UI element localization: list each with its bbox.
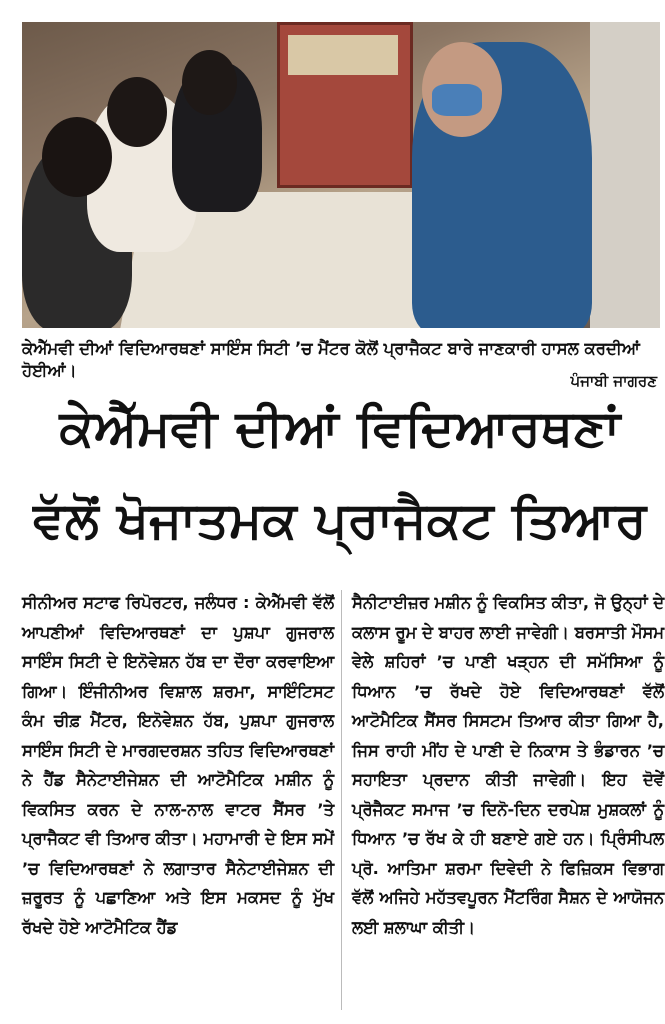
article-body-right: ਸੈਨੀਟਾਈਜ਼ਰ ਮਸ਼ੀਨ ਨੂੰ ਵਿਕਸਿਤ ਕੀਤਾ, ਜੋ ਉਨ੍ਹਾਂ ਦੇ ਕਲਾਸ ਰੂਮ ਦੇ ਬਾਹਰ ਲਾਈ ਜਾਵੇਗੀ। ਬਰਸਾਤੀ ਮੌਸਮ ਵੇਲੇ ਸ਼ਹਿਰਾਂ ’ਚ ਪਾਣੀ ਖੜ੍ਹਨ ਦੀ ਸਮੱਸਿਆ ਨੂੰ ਧਿਆਨ ’ਚ ਰੱਖਦੇ ਹੋਏ ਵਿਦਿਆਰਥਣਾਂ ਵੱਲੋਂ ਆਟੋਮੈਟਿਕ ਸੈਂਸਰ ਸਿਸਟਮ ਤਿਆਰ ਕੀਤਾ ਗਿਆ ਹੈ, ਜਿਸ ਰਾਹੀ ਮੀਂਹ ਦੇ ਪਾਣੀ ਦੇ ਨਿਕਾਸ ਤੇ ਭੰਡਾਰਨ ’ਚ ਸਹਾਇਤਾ ਪ੍ਰਦਾਨ ਕੀਤੀ ਜਾਵੇਗੀ। ਇਹ ਦੋਵੇਂ ਪ੍ਰੋਜੈਕਟ ਸਮਾਜ ’ਚ ਦਿਨੋ-ਦਿਨ ਦਰਪੇਸ਼ ਮੁਸ਼ਕਲਾਂ ਨੂੰ ਧਿਆਨ ’ਚ ਰੱਖ ਕੇ ਹੀ ਬਣਾਏ ਗਏ ਹਨ। ਪ੍ਰਿੰਸੀਪਲ ਪ੍ਰੋ. ਆਤਿਮਾ ਸ਼ਰਮਾ ਦਿਵੇਦੀ ਨੇ ਫਿਜ਼ਿਕਸ ਵਿਭਾਗ ਵੱਲੋਂ ਅਜਿਹੇ ਮਹੱਤਵਪੂਰਨ ਮੈਂਟਰਿੰਗ ਸੈਸ਼ਨ ਦੇ ਆਯੋਜਨ ਲਈ ਸ਼ਲਾਘਾ ਕੀਤੀ। — [352, 593, 664, 937]
article-body-left: ਕੇਐੱਮਵੀ ਵੱਲੋਂ ਆਪਣੀਆਂ ਵਿਦਿਆਰਥਣਾਂ ਦਾ ਪੁਸ਼ਪਾ ਗੁਜਰਾਲ ਸਾਇੰਸ ਸਿਟੀ ਦੇ ਇਨੋਵੇਸ਼ਨ ਹੱਬ ਦਾ ਦੌਰਾ ਕਰਵਾਇਆ ਗਿਆ। ਇੰਜੀਨੀਅਰ ਵਿਸ਼ਾਲ ਸ਼ਰਮਾ, ਸਾਇੰਟਿਸਟ ਕੰਮ ਚੀਫ਼ ਮੈਂਟਰ, ਇਨੋਵੇਸ਼ਨ ਹੱਬ, ਪੁਸ਼ਪਾ ਗੁਜਰਾਲ ਸਾਇੰਸ ਸਿਟੀ ਦੇ ਮਾਰਗਦਰਸ਼ਨ ਤਹਿਤ ਵਿਦਿਆਰਥਣਾਂ ਨੇ ਹੈਂਡ ਸੈਨੇਟਾਈਜੇਸ਼ਨ ਦੀ ਆਟੋਮੈਟਿਕ ਮਸ਼ੀਨ ਨੂੰ ਵਿਕਸਿਤ ਕਰਨ ਦੇ ਨਾਲ-ਨਾਲ ਵਾਟਰ ਸੈਂਸਰ ’ਤੇ ਪ੍ਰਾਜੈਕਟ ਵੀ ਤਿਆਰ ਕੀਤਾ। ਮਹਾਮਾਰੀ ਦੇ ਇਸ ਸਮੇਂ ’ਚ ਵਿਦਿਆਰਥਣਾਂ ਨੇ ਲਗਾਤਾਰ ਸੈਨੇਟਾਈਜੇਸ਼ਨ ਦੀ ਜ਼ਰੂਰਤ ਨੂੰ ਪਛਾਣਿਆ ਅਤੇ ਇਸ ਮਕਸਦ ਨੂੰ ਮੁੱਖ ਰੱਖਦੇ ਹੋਏ ਆਟੋਮੈਟਿਕ ਹੈਂਡ — [22, 593, 334, 937]
news-photo — [22, 22, 660, 328]
headline-line-2: ਵੱਲੋਂ ਖੋਜਾਤਮਕ ਪ੍ਰਾਜੈਕਟ ਤਿਆਰ — [33, 491, 647, 549]
photo-caption: ਕੇਐੱਮਵੀ ਦੀਆਂ ਵਿਦਿਆਰਥਣਾਂ ਸਾਇੰਸ ਸਿਟੀ ’ਚ ਮੈਂਟਰ ਕੋਲੋਂ ਪ੍ਰਾਜੈਕਟ ਬਾਰੇ ਜਾਣਕਾਰੀ ਹਾਸਲ ਕਰਦੀਆਂ ਹੋਈਆਂ। — [22, 339, 640, 380]
article-column-left — [22, 588, 334, 942]
byline: ਸੀਨੀਅਰ ਸਟਾਫ ਰਿਪੋਰਟਰ, ਜਲੰਧਰ : — [22, 593, 250, 612]
column-divider — [341, 590, 342, 1010]
photo-head-3 — [182, 50, 237, 115]
article-column-right — [352, 588, 664, 942]
photo-credit: ਪੰਜਾਬੀ ਜਾਗਰਣ — [570, 372, 657, 390]
photo-shelf — [277, 22, 413, 188]
photo-wall — [590, 22, 660, 328]
photo-mask — [432, 84, 482, 116]
photo-head-1 — [42, 117, 112, 197]
photo-head-2 — [107, 77, 167, 147]
headline-line-1: ਕੇਐੱਮਵੀ ਦੀਆਂ ਵਿਦਿਆਰਥਣਾਂ — [59, 399, 621, 457]
